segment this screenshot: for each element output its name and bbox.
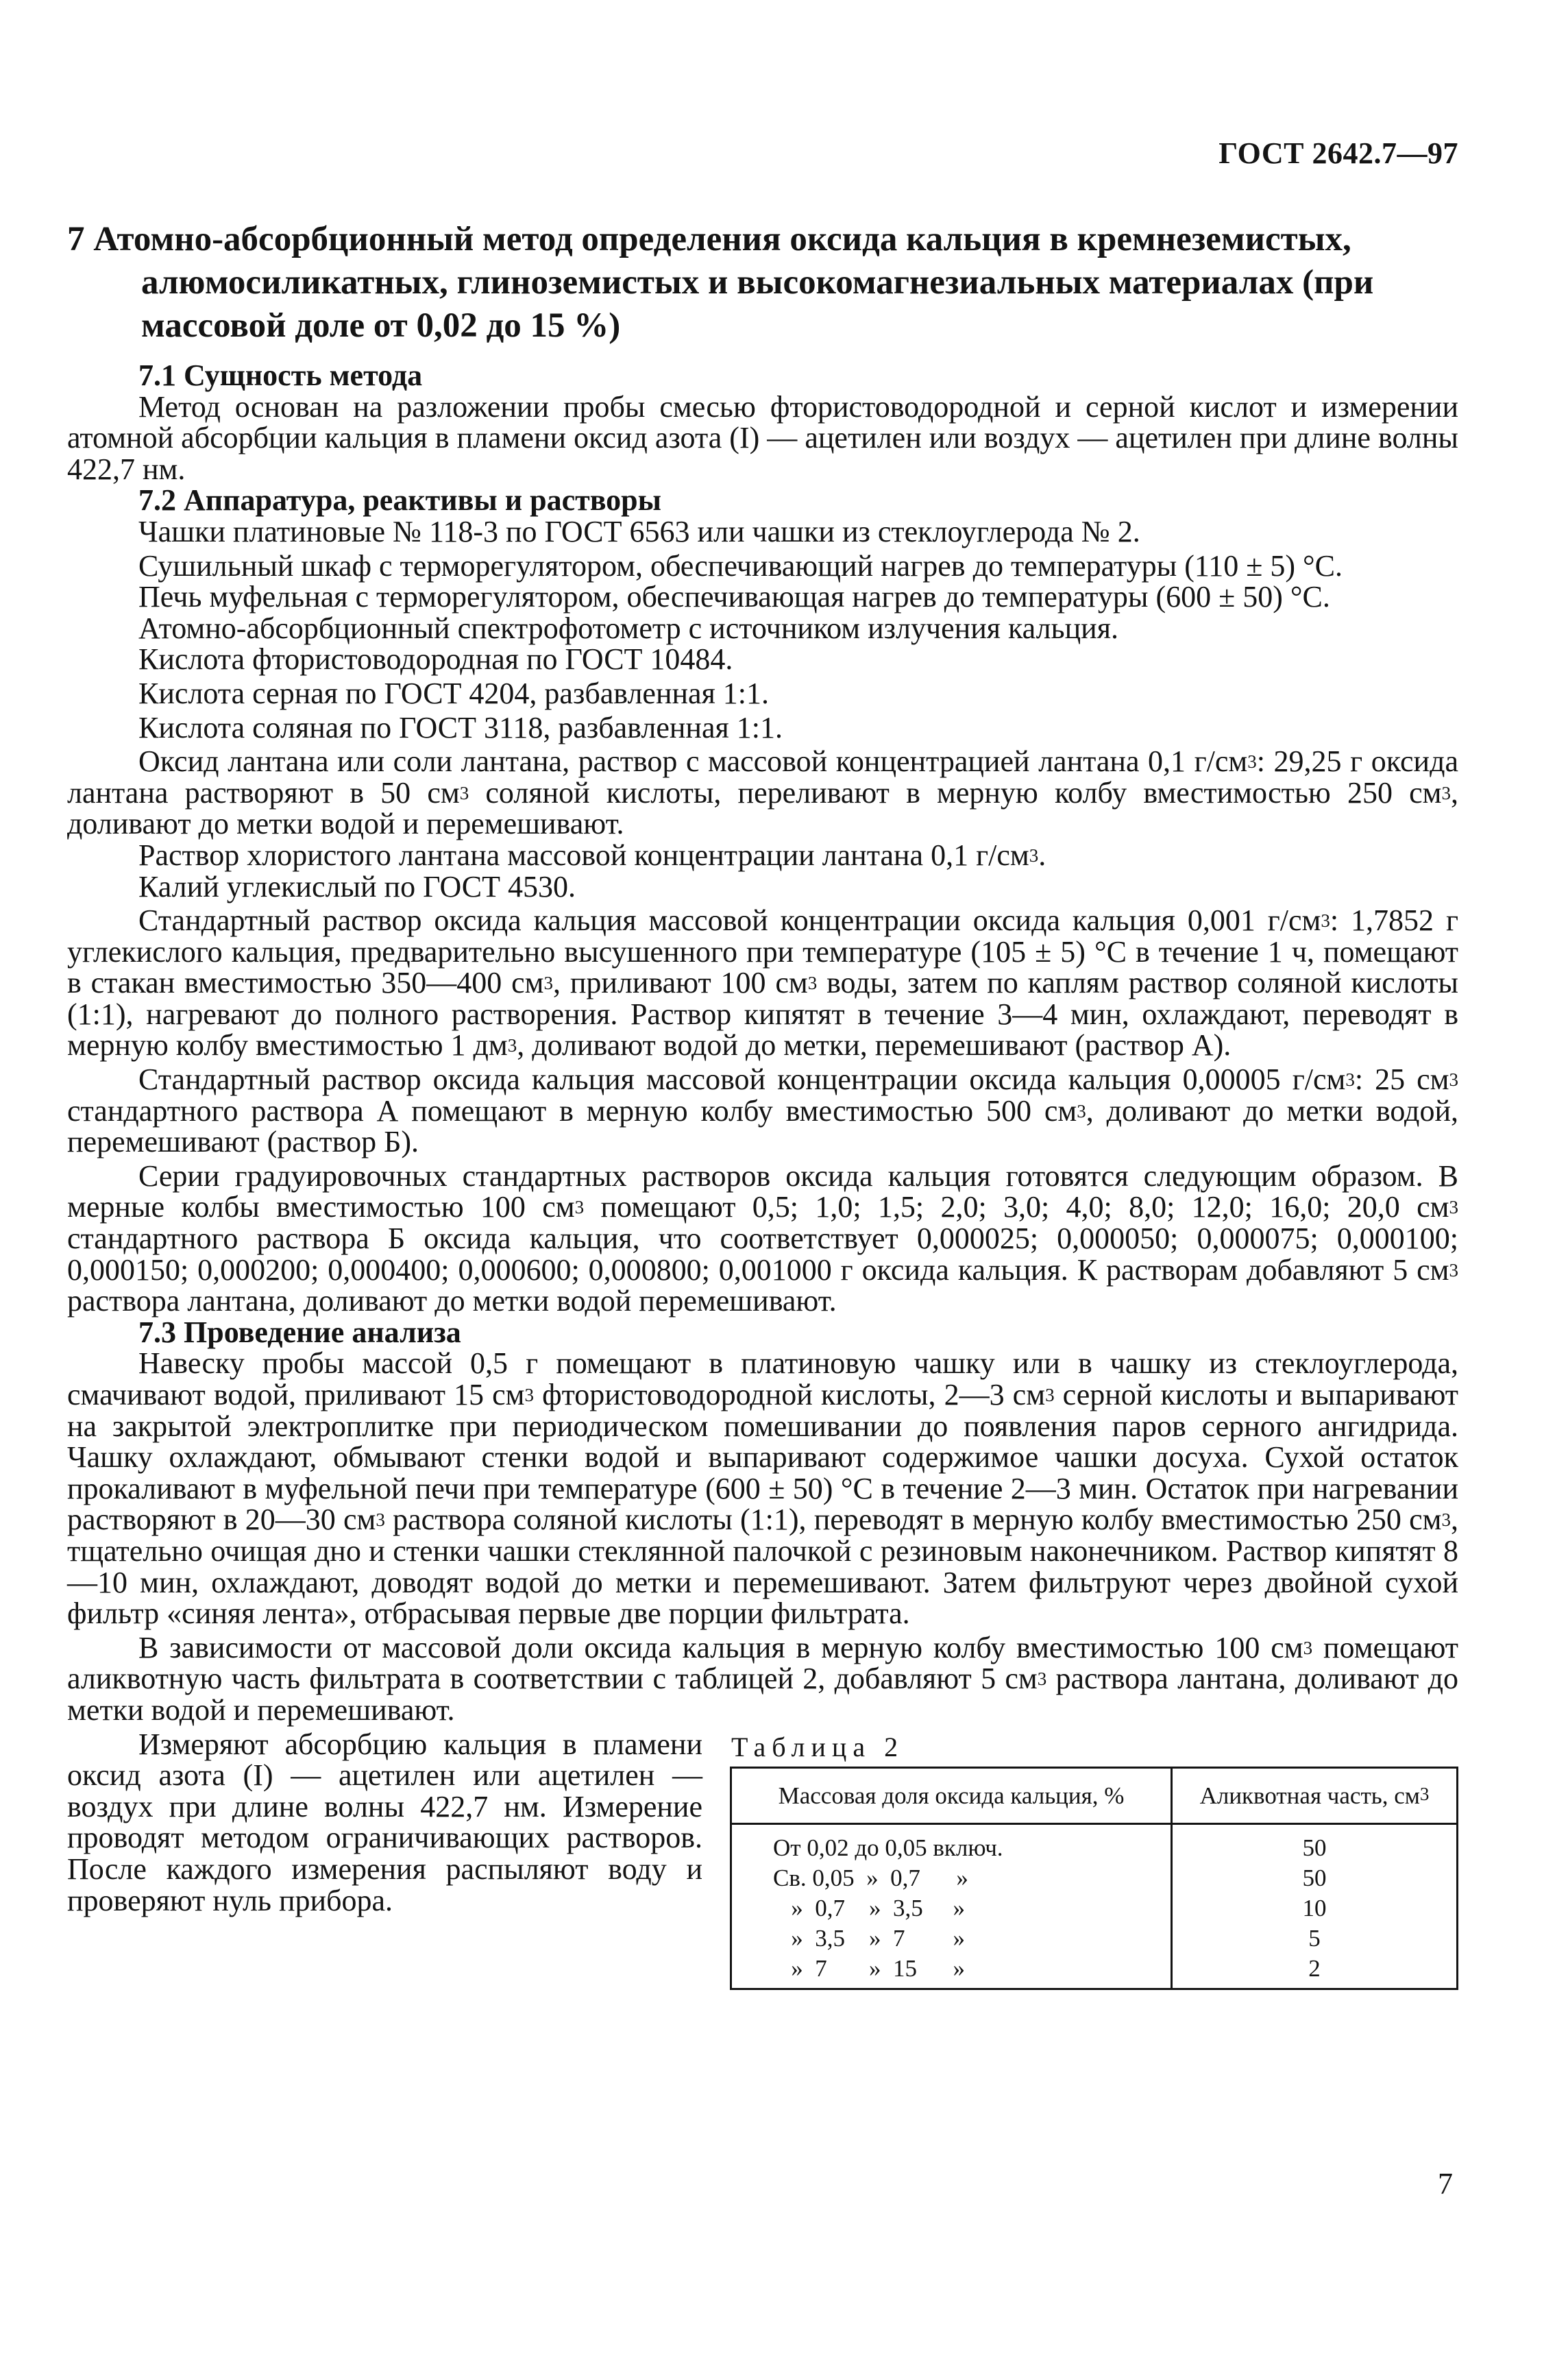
paragraph-sulfuric-acid: Кислота серная по ГОСТ 4204, разбавленная 1:1. (138, 676, 770, 710)
table-cell-aliquot: 5 (1172, 1924, 1458, 1954)
table-cell-range: От 0,02 до 0,05 включ. (773, 1834, 1003, 1862)
standard-number: ГОСТ 2642.7—97 (1218, 136, 1458, 170)
paragraph-spectrophotometer: Атомно-абсорбционный спектрофотометр с источником излучения кальция. (138, 611, 1118, 645)
heading-7-2: 7.2 Аппаратура, реактивы и растворы (138, 483, 661, 518)
paragraph-potassium-carbonate: Калий углекислый по ГОСТ 4530. (138, 869, 576, 903)
table-row (731, 1954, 1458, 1989)
table-cell-range: » 3,5 » 7 » (773, 1925, 965, 1952)
paragraph-drying-oven: Сушильный шкаф с терморегулятором, обеспечивающий нагрев до температуры (110 ± 5) °С. (138, 548, 1343, 583)
paragraph-measurement: Измеряют абсорбцию кальция в пламени оксид азота (I) — ацетилен или ацетилен — воздух при длине волны 422,7 нм. Измерение проводят методом ограничивающих растворов. После каждого измерения распыляют воду и проверяют нуль прибора. (67, 1727, 702, 1917)
paragraph-hydrochloric-acid: Кислота соляная по ГОСТ 3118, разбавленная 1:1. (138, 710, 783, 744)
table-cell-range: Св. 0,05 » 0,7 » (773, 1865, 968, 1892)
table-row (731, 1824, 1458, 1864)
paragraph-muffle-furnace: Печь муфельная с терморегулятором, обеспечивающая нагрев до температуры (600 ± 50) °С. (138, 580, 1330, 614)
table-caption: Таблица 2 (731, 1731, 905, 1762)
paragraph-standard-solution-b: Стандартный раствор оксида кальция массовой концентрации оксида кальция 0,00005 $г/см^3$: 25 $см^3$ стандартного раствора А помещают в мерную колбу вместимостью 500 $см^3$, доливают до метки водой, перемешивают (раствор Б). (67, 1063, 1458, 1159)
page-number: 7 (1438, 2167, 1453, 2200)
paragraph-aliquot: В зависимости от массовой доли оксида кальция в мерную колбу вместимостью 100 $см^3$ помещают аликвотную часть фильтрата в соответствии с таблицей 2, добавляют 5 $см^3$ раствора лантана, доливают до метки водой и перемешивают. (67, 1630, 1459, 1727)
table-cell-aliquot: 50 (1172, 1863, 1458, 1893)
heading-7-3: 7.3 Проведение анализа (138, 1315, 461, 1349)
table-header-aliquot: Аликвотная часть, $см^3$ (1172, 1768, 1458, 1824)
paragraph-sample-preparation: Навеску пробы массой 0,5 г помещают в платиновую чашку или в чашку из стеклоуглерода, смачивают водой, приливают 15 $см^3$ фтористоводородной кислоты, 2—3 $см^3$ серной кислоты и выпаривают на закрытой электроплитке при периодическом помешивании до появления паров серного ангидрида. Чашку охлаждают, обмывают стенки водой и выпаривают содержимое чашки досуха. Сухой остаток прокаливают в муфельной печи при температуре (600 ± 50) °С в течение 2—3 мин. Остаток при нагревании растворяют в 20—30 $см^3$ раствора соляной кислоты (1:1), переводят в мерную колбу вместимостью 250 $см^3$, тщательно очищая дно и стенки чашки стеклянной палочкой с резиновым наконечником. Раствор кипятят 8—10 мин, охлаждают, доводят водой до метки и перемешивают. Затем фильтруют через двойной сухой фильтр «синяя лента», отбрасывая первые две порции фильтрата. (67, 1346, 1459, 1631)
paragraph-platinum-dishes: Чашки платиновые № 118-3 по ГОСТ 6563 или чашки из стеклоуглерода № 2. (138, 514, 1140, 548)
table-2-body (731, 1824, 1458, 1989)
table-wrap-zone (67, 1630, 1459, 1982)
table-cell-aliquot: 50 (1172, 1824, 1458, 1864)
table-cell-range: » 0,7 » 3,5 » (773, 1895, 965, 1922)
document-body (67, 218, 1458, 1994)
table-cell-aliquot: 2 (1172, 1954, 1458, 1989)
heading-7-1: 7.1 Сущность метода (138, 359, 423, 392)
paragraph-standard-solution-a: Стандартный раствор оксида кальция массовой концентрации оксида кальция 0,001 $г/см^3$: 1,7852 г углекислого кальция, предварительно высушенного при температуре (105 ± 5) °С в течение 1 ч, помещают в стакан вместимостью 350—400 $см^3$, приливают 100 $см^3$ воды, затем по каплям раствор соляной кислоты (1:1), нагревают до полного растворения. Раствор кипятят в течение 3—4 мин, охлаждают, переводят в мерную колбу вместимостью 1 $дм^3$, доливают водой до метки, перемешивают (раствор А). (67, 903, 1458, 1063)
table-row (731, 1893, 1458, 1924)
paragraph-calibration-series: Серии градуировочных стандартных растворов оксида кальция готовятся следующим образом. В мерные колбы вместимостью 100 $см^3$ помещают 0,5; 1,0; 1,5; 2,0; 3,0; 4,0; 8,0; 12,0; 16,0; 20,0 $см^3$ стандартного раствора Б оксида кальция, что соответствует 0,000025; 0,000050; 0,000075; 0,000100; 0,000150; 0,000200; 0,000400; 0,000600; 0,000800; 0,001000 г оксида кальция. К растворам добавляют 5 $см^3$ раствора лантана, доливают до метки водой перемешивают. (67, 1158, 1458, 1318)
table-header-row (731, 1768, 1458, 1824)
paragraph-lanthanum-chloride: Раствор хлористого лантана массовой концентрации лантана 0,1 $г/см^3$. (138, 838, 1046, 872)
table-cell-range: » 7 » 15 » (773, 1955, 965, 1982)
table-row (731, 1863, 1458, 1893)
table-2 (730, 1767, 1458, 1990)
paragraph-hydrofluoric-acid: Кислота фтористоводородная по ГОСТ 10484. (138, 642, 733, 677)
table-header-mass-fraction: Массовая доля оксида кальция, % (731, 1768, 1172, 1824)
paragraph-7-1: Метод основан на разложении пробы смесью фтористоводородной и серной кислот и измерении атомной абсорбции кальция в пламени оксид азота (I) — ацетилен или воздух — ацетилен при длине волны 422,7 нм. (67, 389, 1458, 486)
table-row (731, 1924, 1458, 1954)
table-cell-aliquot: 10 (1172, 1893, 1458, 1924)
section-title: 7 Атомно-абсорбционный метод определения оксида кальция в кремнеземистых, алюмосиликатных, глиноземистых и высокомагнезиальных материалах (при массовой доле от 0,02 до 15 %) (67, 220, 1374, 345)
paragraph-lanthanum-oxide: Оксид лантана или соли лантана, раствор с массовой концентрацией лантана 0,1 $г/см^3$: 29,25 г оксида лантана растворяют в 50 $см^3$ соляной кислоты, переливают в мерную колбу вместимостью 250 $см^3$, доливают до метки водой и перемешивают. (67, 744, 1458, 841)
table-2-block (730, 1732, 1458, 1991)
